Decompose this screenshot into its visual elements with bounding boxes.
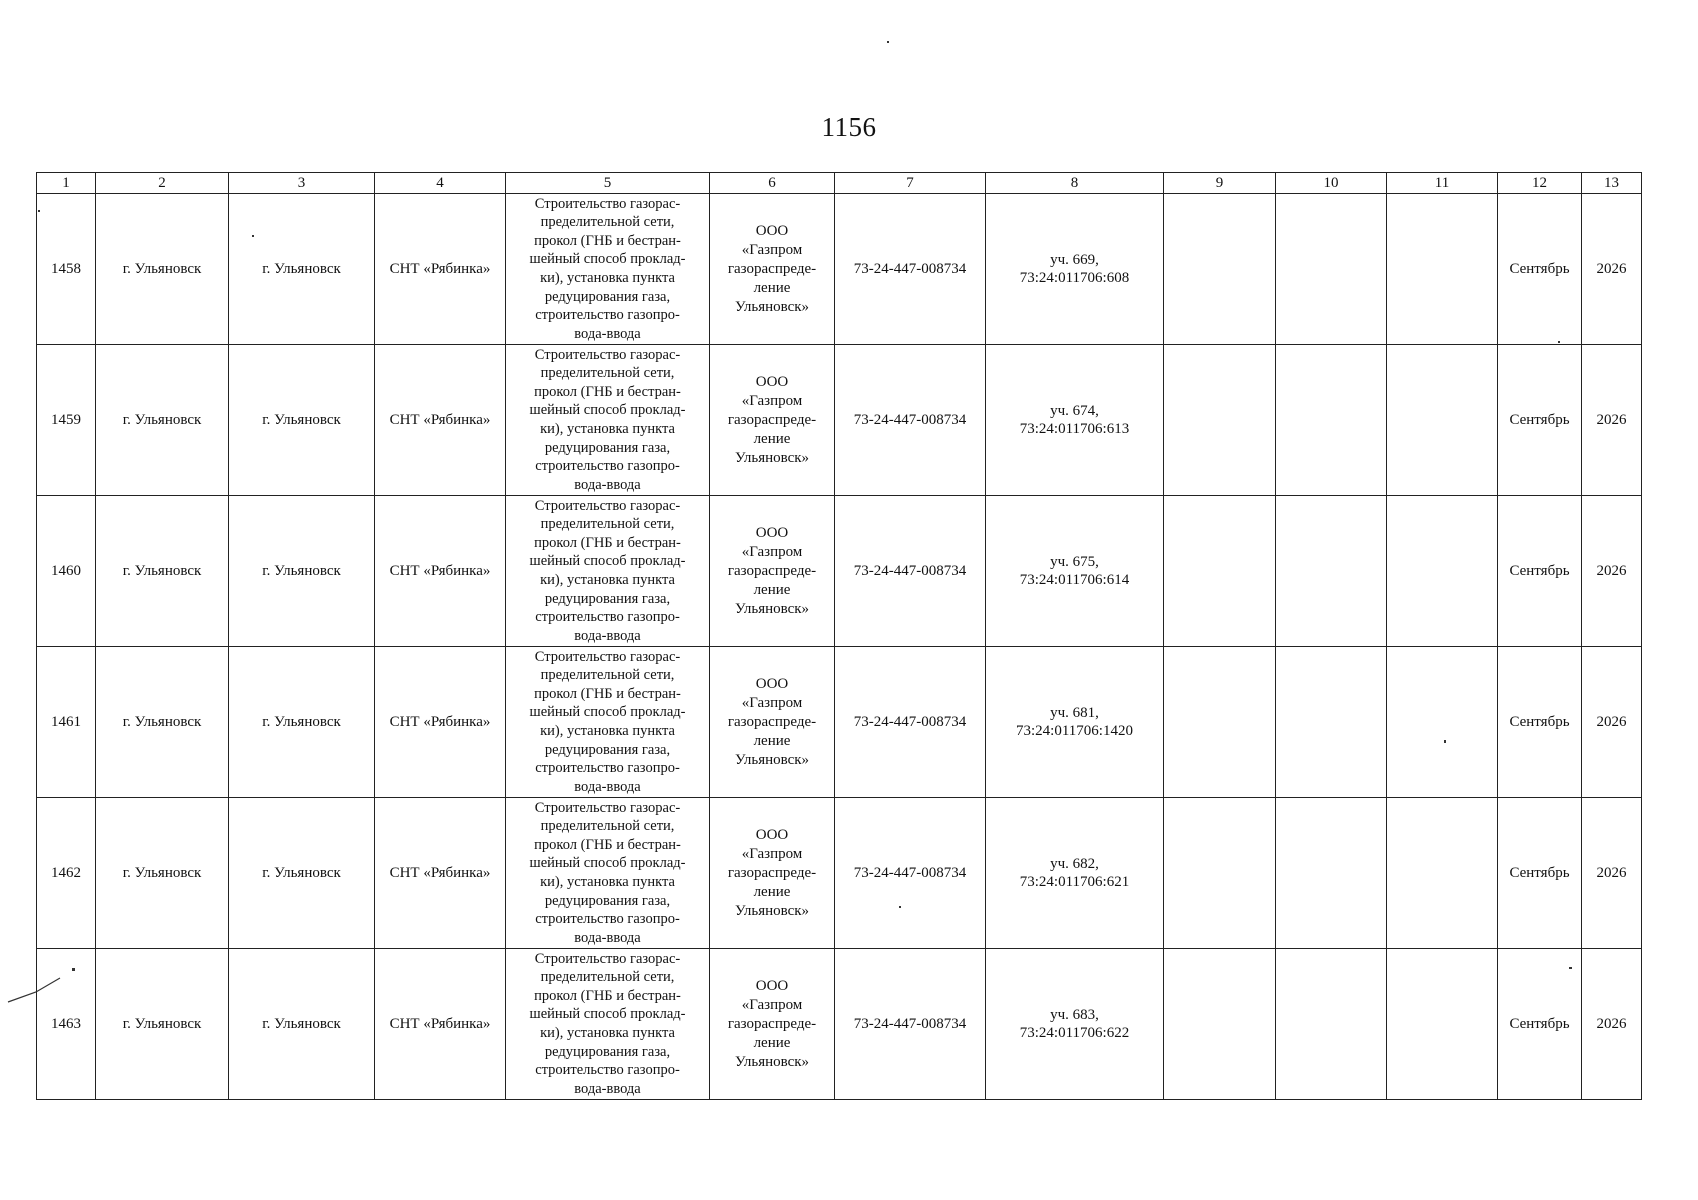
cell-organization-line: ление [753, 430, 791, 447]
cell-object: СНТ «Рябинка» [375, 647, 506, 798]
cell-district: г. Ульяновск [96, 496, 229, 647]
cell-work-line: шейный способ проклад- [529, 402, 686, 419]
cell-col9 [1164, 194, 1276, 345]
cell-work-line: прокол (ГНБ и бестран- [534, 232, 681, 249]
cell-work-line: прокол (ГНБ и бестран- [534, 383, 681, 400]
cell-year: 2026 [1582, 194, 1642, 345]
cell-work-line: шейный способ проклад- [529, 704, 686, 721]
table-row [37, 194, 1642, 345]
cell-month: Сентябрь [1498, 496, 1582, 647]
cell-work-line: строительство газопро- [535, 760, 680, 777]
cell-organization-line: «Газпром [741, 543, 803, 560]
cell-locality: г. Ульяновск [229, 647, 375, 798]
cell-work-line: редуцирования газа, [544, 288, 671, 305]
cell-district: г. Ульяновск [96, 949, 229, 1100]
cell-plot-line: 73:24:011706:1420 [1016, 723, 1133, 739]
cell-work-line: ки), установка пункта [540, 421, 675, 437]
cell-work-line: шейный способ проклад- [529, 251, 686, 268]
cell-organization-line: ООО [755, 524, 789, 541]
cell-col11 [1387, 345, 1498, 496]
cell-work-line: пределительной сети, [540, 667, 675, 684]
cell-object: СНТ «Рябинка» [375, 194, 506, 345]
cell-organization-line: газораспреде- [727, 260, 817, 277]
cell-col11 [1387, 647, 1498, 798]
cell-organization [710, 496, 835, 647]
cell-organization [710, 194, 835, 345]
cell-plot [986, 496, 1164, 647]
cell-work-line: прокол (ГНБ и бестран- [534, 987, 681, 1004]
cell-year: 2026 [1582, 345, 1642, 496]
cell-work-line: Строительство газорас- [534, 950, 681, 967]
cell-object: СНТ «Рябинка» [375, 949, 506, 1100]
cell-organization [710, 647, 835, 798]
cell-plot-line: 73:24:011706:608 [1019, 270, 1130, 286]
cell-plot-line: уч. 669, [1050, 251, 1099, 268]
cell-col11 [1387, 949, 1498, 1100]
cell-work [506, 345, 710, 496]
cell-work-line: Строительство газорас- [534, 497, 681, 514]
cell-work-line: шейный способ проклад- [529, 855, 686, 872]
cell-year: 2026 [1582, 949, 1642, 1100]
cell-organization-line: газораспреде- [727, 1015, 817, 1032]
cell-col11 [1387, 194, 1498, 345]
column-header: 12 [1498, 173, 1582, 194]
cell-organization-line: ление [753, 1034, 791, 1051]
table-row [37, 345, 1642, 496]
table-row [37, 647, 1642, 798]
cell-work-line: прокол (ГНБ и бестран- [534, 836, 681, 853]
cell-organization-line: ление [753, 883, 791, 900]
cell-work [506, 194, 710, 345]
cell-organization-line: ООО [755, 977, 789, 994]
cell-work-line: ки), установка пункта [540, 270, 675, 286]
cell-work-line: прокол (ГНБ и бестран- [534, 534, 681, 551]
cell-work-line: вода-ввода [574, 476, 641, 493]
cell-month: Сентябрь [1498, 647, 1582, 798]
cell-organization-line: газораспреде- [727, 562, 817, 579]
table-body [37, 194, 1642, 1100]
cell-col9 [1164, 949, 1276, 1100]
cell-work-line: Строительство газорас- [534, 648, 681, 665]
cell-work [506, 798, 710, 949]
cell-work-line: вода-ввода [574, 929, 641, 946]
cell-work-line: Строительство газорас- [534, 346, 681, 363]
cell-number: 1458 [37, 194, 96, 345]
cell-organization-line: Ульяновск» [734, 751, 810, 768]
cell-organization-line: ление [753, 581, 791, 598]
cell-plot-line: уч. 681, [1050, 704, 1099, 721]
cell-organization-line: «Газпром [741, 241, 803, 258]
cell-col11 [1387, 496, 1498, 647]
cell-number: 1461 [37, 647, 96, 798]
cell-work-line: пределительной сети, [540, 365, 675, 382]
cell-work-line: строительство газопро- [535, 911, 680, 928]
cell-plot-line: уч. 674, [1050, 402, 1099, 419]
cell-organization-line: Ульяновск» [734, 449, 810, 466]
cell-code: 73-24-447-008734 [835, 647, 986, 798]
cell-organization-line: ление [753, 732, 791, 749]
column-header: 11 [1387, 173, 1498, 194]
cell-number: 1460 [37, 496, 96, 647]
cell-locality: г. Ульяновск [229, 496, 375, 647]
cell-organization-line: Ульяновск» [734, 298, 810, 315]
cell-work-line: строительство газопро- [535, 609, 680, 626]
cell-organization-line: Ульяновск» [734, 1053, 810, 1070]
cell-work-line: ки), установка пункта [540, 572, 675, 588]
cell-object: СНТ «Рябинка» [375, 345, 506, 496]
cell-organization-line: Ульяновск» [734, 902, 810, 919]
column-header: 9 [1164, 173, 1276, 194]
cell-work-line: ки), установка пункта [540, 1025, 675, 1041]
cell-work-line: вода-ввода [574, 1080, 641, 1097]
cell-work-line: ки), установка пункта [540, 874, 675, 890]
column-header: 3 [229, 173, 375, 194]
cell-organization-line: «Газпром [741, 392, 803, 409]
column-header: 5 [506, 173, 710, 194]
cell-col9 [1164, 345, 1276, 496]
column-header: 2 [96, 173, 229, 194]
column-header: 8 [986, 173, 1164, 194]
cell-code: 73-24-447-008734 [835, 345, 986, 496]
cell-code: 73-24-447-008734 [835, 194, 986, 345]
cell-locality: г. Ульяновск [229, 949, 375, 1100]
cell-organization-line: ООО [755, 222, 789, 239]
scan-speck [887, 41, 889, 43]
cell-month: Сентябрь [1498, 345, 1582, 496]
cell-month: Сентябрь [1498, 949, 1582, 1100]
cell-plot [986, 194, 1164, 345]
cell-year: 2026 [1582, 496, 1642, 647]
cell-organization-line: Ульяновск» [734, 600, 810, 617]
cell-locality: г. Ульяновск [229, 194, 375, 345]
cell-work-line: редуцирования газа, [544, 1043, 671, 1060]
cell-district: г. Ульяновск [96, 345, 229, 496]
cell-work-line: пределительной сети, [540, 969, 675, 986]
cell-organization-line: «Газпром [741, 694, 803, 711]
cell-code: 73-24-447-008734 [835, 798, 986, 949]
cell-col10 [1276, 798, 1387, 949]
cell-year: 2026 [1582, 647, 1642, 798]
cell-plot-line: 73:24:011706:622 [1019, 1025, 1130, 1041]
cell-col9 [1164, 798, 1276, 949]
cell-work-line: строительство газопро- [535, 307, 680, 324]
cell-work-line: шейный способ проклад- [529, 1006, 686, 1023]
cell-organization-line: газораспреде- [727, 864, 817, 881]
cell-plot-line: 73:24:011706:614 [1019, 572, 1130, 588]
cell-plot [986, 949, 1164, 1100]
page-number: 1156 [821, 112, 877, 142]
cell-organization [710, 345, 835, 496]
column-header: 13 [1582, 173, 1642, 194]
cell-work-line: строительство газопро- [535, 1062, 680, 1079]
column-header: 10 [1276, 173, 1387, 194]
cell-work-line: пределительной сети, [540, 516, 675, 533]
cell-locality: г. Ульяновск [229, 798, 375, 949]
cell-district: г. Ульяновск [96, 194, 229, 345]
cell-organization-line: газораспреде- [727, 411, 817, 428]
table-row [37, 798, 1642, 949]
cell-work-line: пределительной сети, [540, 818, 675, 835]
cell-organization-line: ООО [755, 675, 789, 692]
cell-organization-line: ление [753, 279, 791, 296]
cell-organization [710, 798, 835, 949]
cell-work [506, 647, 710, 798]
cell-number: 1459 [37, 345, 96, 496]
cell-number: 1463 [37, 949, 96, 1100]
cell-work-line: вода-ввода [574, 325, 641, 342]
cell-col9 [1164, 647, 1276, 798]
cell-object: СНТ «Рябинка» [375, 798, 506, 949]
cell-work-line: редуцирования газа, [544, 439, 671, 456]
cell-object: СНТ «Рябинка» [375, 496, 506, 647]
cell-month: Сентябрь [1498, 798, 1582, 949]
cell-work [506, 496, 710, 647]
cell-work-line: редуцирования газа, [544, 590, 671, 607]
cell-work-line: шейный способ проклад- [529, 553, 686, 570]
cell-organization-line: «Газпром [741, 845, 803, 862]
cell-plot-line: 73:24:011706:613 [1019, 421, 1130, 437]
cell-district: г. Ульяновск [96, 798, 229, 949]
cell-work-line: Строительство газорас- [534, 799, 681, 816]
column-header: 4 [375, 173, 506, 194]
header-row [37, 173, 1642, 194]
cell-organization-line: «Газпром [741, 996, 803, 1013]
cell-col10 [1276, 496, 1387, 647]
cell-work-line: редуцирования газа, [544, 741, 671, 758]
cell-organization [710, 949, 835, 1100]
cell-col11 [1387, 798, 1498, 949]
cell-district: г. Ульяновск [96, 647, 229, 798]
table-row [37, 949, 1642, 1100]
cell-year: 2026 [1582, 798, 1642, 949]
cell-month: Сентябрь [1498, 194, 1582, 345]
register-table [36, 172, 1642, 1100]
cell-col10 [1276, 647, 1387, 798]
cell-plot-line: уч. 675, [1050, 553, 1099, 570]
cell-work-line: прокол (ГНБ и бестран- [534, 685, 681, 702]
cell-work [506, 949, 710, 1100]
column-header: 1 [37, 173, 96, 194]
cell-plot [986, 647, 1164, 798]
cell-code: 73-24-447-008734 [835, 496, 986, 647]
cell-number: 1462 [37, 798, 96, 949]
cell-plot-line: 73:24:011706:621 [1019, 874, 1130, 890]
cell-plot [986, 798, 1164, 949]
cell-work-line: строительство газопро- [535, 458, 680, 475]
cell-plot-line: уч. 683, [1050, 1006, 1099, 1023]
cell-col10 [1276, 345, 1387, 496]
cell-work-line: Строительство газорас- [534, 195, 681, 212]
cell-col9 [1164, 496, 1276, 647]
column-header: 7 [835, 173, 986, 194]
cell-code: 73-24-447-008734 [835, 949, 986, 1100]
cell-organization-line: газораспреде- [727, 713, 817, 730]
cell-work-line: редуцирования газа, [544, 892, 671, 909]
column-header: 6 [710, 173, 835, 194]
cell-work-line: пределительной сети, [540, 214, 675, 231]
cell-plot-line: уч. 682, [1050, 855, 1099, 872]
table-row [37, 496, 1642, 647]
cell-col10 [1276, 949, 1387, 1100]
cell-organization-line: ООО [755, 373, 789, 390]
cell-locality: г. Ульяновск [229, 345, 375, 496]
cell-col10 [1276, 194, 1387, 345]
cell-organization-line: ООО [755, 826, 789, 843]
cell-work-line: вода-ввода [574, 627, 641, 644]
cell-work-line: ки), установка пункта [540, 723, 675, 739]
cell-plot [986, 345, 1164, 496]
cell-work-line: вода-ввода [574, 778, 641, 795]
